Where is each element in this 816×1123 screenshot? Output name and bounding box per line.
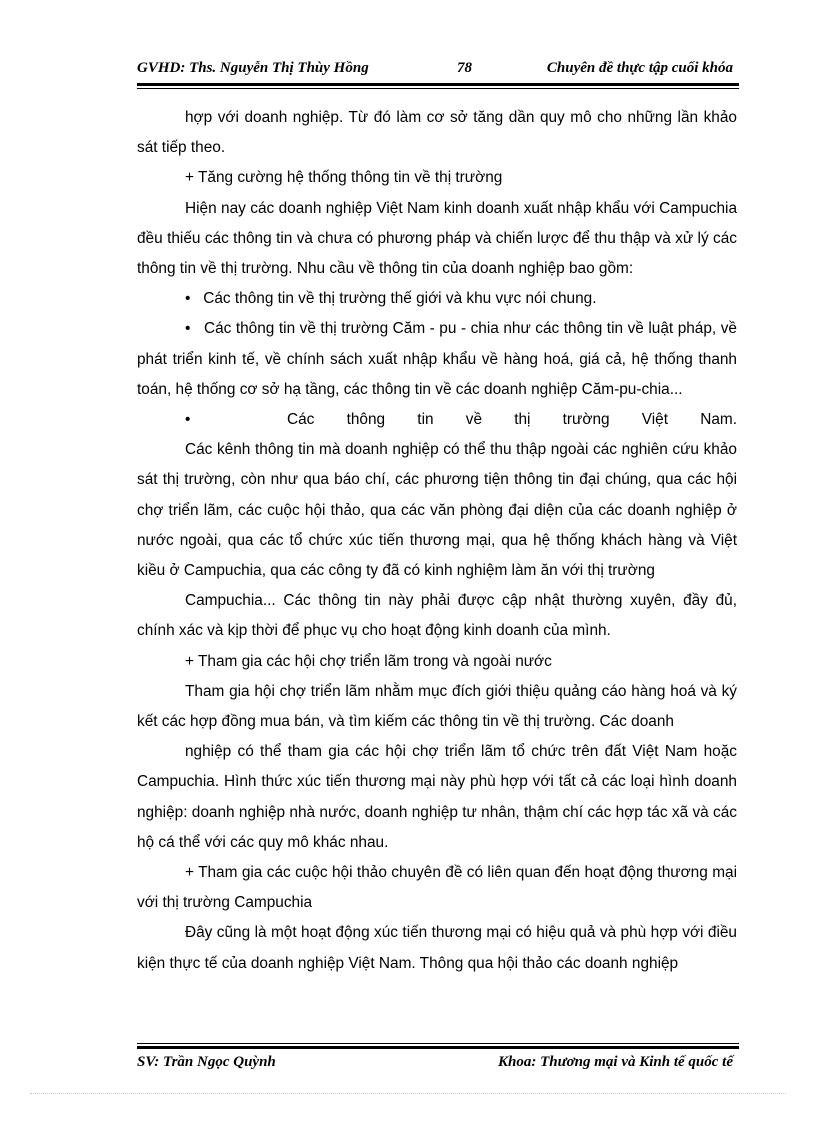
page-header <box>137 60 737 84</box>
bullet-icon: • <box>185 290 204 308</box>
paragraph-6: nghiệp có thể tham gia các hội chợ triển lãm tổ chức trên đất Việt Nam hoặc Campuchia. Hình thức xúc tiến thương mại này phù hợp với tất cả các loại hình doanh nghiệp: doanh nghiệp nhà nước, doanh nghiệp tư nhân, thậm chí các hợp tác xã và các hộ cá thể với các quy mô khác nhau. <box>137 743 737 851</box>
bullet-item-2-text: Các thông tin về thị trường Căm - pu - chia như các thông tin về luật pháp, về phát triển kinh tế, về chính sách xuất nhập khẩu về hàng hoá, giá cả, hệ thống thanh toán, hệ thống cơ sở hạ tầng, các thông tin về các doanh nghiệp Căm-pu-chia... <box>137 320 737 398</box>
paragraph-4: Campuchia... Các thông tin này phải được cập nhật thường xuyên, đầy đủ, chính xác và kịp thời để phục vụ cho hoạt động kinh doanh của mình. <box>137 592 737 640</box>
student-label: SV: Trần Ngọc Quỳnh <box>137 1054 276 1070</box>
footer-rule-thick <box>137 1046 739 1049</box>
supervisor-label: GVHD: Ths. Nguyễn Thị Thùy Hồng <box>137 60 369 76</box>
paragraph-2: Hiện nay các doanh nghiệp Việt Nam kinh doanh xuất nhập khẩu với Campuchia đều thiếu các thông tin và chưa có phương pháp và chiến lược để thu thập và xử lý các thông tin về thị trường. Nhu cầu về thông tin của doanh nghiệp bao gồm: <box>137 199 737 278</box>
bullet-icon: • <box>185 411 287 429</box>
section-heading-1: + Tăng cường hệ thống thông tin về thị trường <box>185 169 503 187</box>
page-number: 78 <box>457 60 472 76</box>
document-title: Chuyên đề thực tập cuối khóa <box>546 60 733 76</box>
bullet-icon: • <box>185 320 204 338</box>
paragraph-3: Các kênh thông tin mà doanh nghiệp có thể thu thập ngoài các nghiên cứu khảo sát thị trường, còn như qua báo chí, các phương tiện thông tin đại chúng, qua các hội chợ triển lãm, các cuộc hội thảo, qua các văn phòng đại diện của các doanh nghiệp ở nước ngoài, qua các tổ chức xúc tiến thương mại, qua hệ thống khách hàng và Việt kiều ở Campuchia, qua các công ty đã có kinh nghiệm làm ăn với thị trường <box>137 441 737 580</box>
page-footer <box>137 1054 737 1076</box>
faculty-label: Khoa: Thương mại và Kinh tế quốc tế <box>498 1054 733 1070</box>
section-heading-2: + Tham gia các hội chợ triển lãm trong và ngoài nước <box>185 652 552 670</box>
header-rule-thick <box>137 83 739 86</box>
bullet-item-3-text: Các thông tin về thị trường Việt Nam. <box>287 411 737 429</box>
paragraph-7: Đây cũng là một hoạt động xúc tiến thương mại có hiệu quả và phù hợp với điều kiện thực tế của doanh nghiệp Việt Nam. Thông qua hội thảo các doanh nghiệp <box>137 924 737 972</box>
bullet-item-1-text: Các thông tin về thị trường thế giới và khu vực nói chung. <box>203 290 597 308</box>
section-heading-3: + Tham gia các cuộc hội thảo chuyên đề có liên quan đến hoạt động thương mại với thị trường Campuchia <box>137 864 737 912</box>
page-body <box>137 103 737 979</box>
paragraph-1-text: hợp với doanh nghiệp. Từ đó làm cơ sở tăng dần quy mô cho những lần khảo sát tiếp theo. <box>137 109 737 157</box>
paragraph-5: Tham gia hội chợ triển lãm nhằm mục đích giới thiệu quảng cáo hàng hoá và ký kết các hợp đồng mua bán, và tìm kiếm các thông tin về thị trường. Các doanh <box>137 682 737 731</box>
bullet-item-2 <box>137 314 737 405</box>
page-bottom-dotted-divider <box>30 1093 786 1094</box>
header-rule-thin <box>137 88 739 89</box>
bullet-item-3 <box>137 405 737 435</box>
footer-rule-thin <box>137 1043 739 1044</box>
bullet-item-1 <box>137 284 737 314</box>
paragraph-1 <box>137 103 737 163</box>
